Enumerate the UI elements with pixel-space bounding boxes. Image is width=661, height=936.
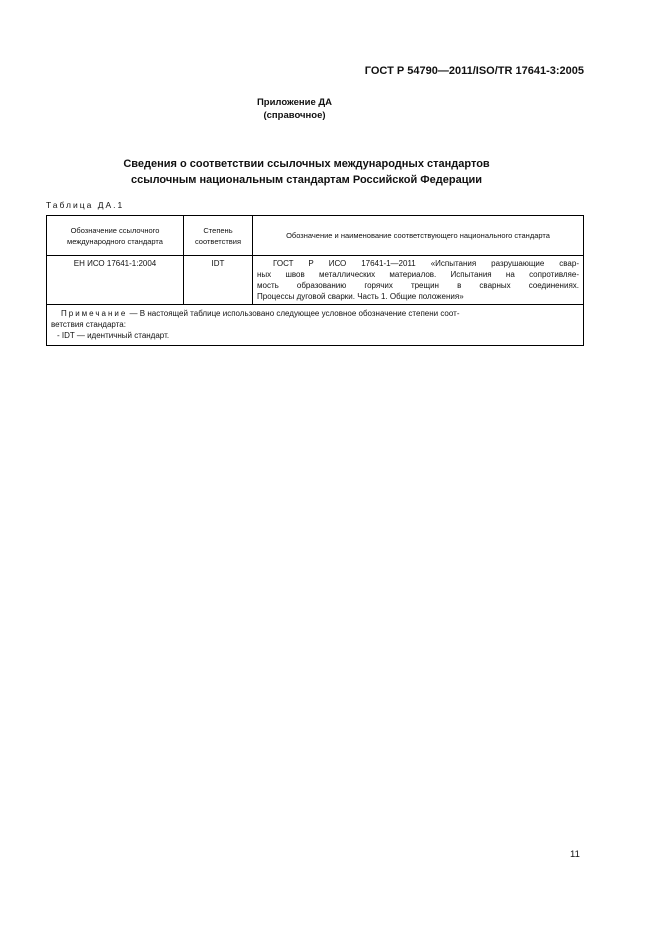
degree-cell: IDT [184,256,253,305]
cell-line: Процессы дуговой сварки. Часть 1. Общие положения» [257,292,464,301]
table-note-row [47,305,584,346]
note-text: ветствия стандарта: [51,320,126,329]
section-title-line: Сведения о соответствии ссылочных международных стандартов [123,158,490,170]
table-caption: Таблица ДА.1 [46,200,125,210]
international-standard-cell: ЕН ИСО 17641-1:2004 [47,256,184,305]
table-header-row [47,216,584,256]
cell-line: мость образованию горячих трещин в сварных соединениях. [257,281,579,290]
annex-title: Приложение ДА [256,97,333,108]
table-row [47,256,584,305]
column-header: Обозначение и наименование соответствующего национального стандарта [253,216,584,256]
note-item: - IDT — идентичный стандарт. [57,331,170,340]
national-standard-cell [253,256,584,305]
correspondence-table [46,215,584,346]
cell-line: ГОСТ Р ИСО 17641-1—2011 «Испытания разрушающие свар- [273,259,579,268]
annex-heading [0,96,625,122]
note-label: Примечание [61,309,128,318]
document-code: ГОСТ Р 54790—2011/ISO/TR 17641-3:2005 [364,65,584,77]
section-title-line: ссылочным национальным стандартам Российской Федерации [130,174,483,186]
note-text: — В настоящей таблице использовано следующее условное обозначение степени соот- [129,309,460,318]
section-title [0,156,637,188]
column-header: Обозначение ссылочного международного стандарта [47,216,184,256]
column-header: Степень соответствия [184,216,253,256]
cell-line: ных швов металлических материалов. Испытания на сопротивляе- [257,270,579,279]
table-note [47,305,584,346]
annex-type: (справочное) [263,110,326,121]
page-number: 11 [570,849,580,860]
